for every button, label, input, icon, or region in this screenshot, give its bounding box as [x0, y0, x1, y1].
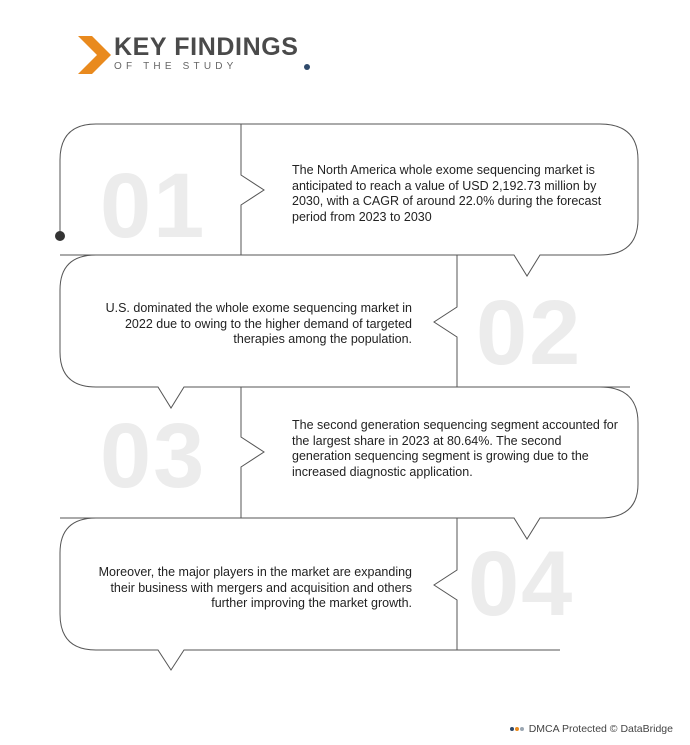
footer-dot-2-icon [515, 727, 519, 731]
finding-2-number: 02 [476, 282, 583, 384]
finding-2-text: U.S. dominated the whole exome sequencing market in 2022 due to owing to the higher demand of targeted therapies among the population. [105, 301, 412, 346]
dmca-footer[interactable] [510, 723, 673, 735]
header-title: KEY FINDINGS [114, 33, 299, 61]
flow-start-dot-icon [55, 231, 65, 241]
finding-3-number: 03 [100, 405, 207, 507]
finding-3-divider [241, 387, 264, 518]
finding-3-text: The second generation sequencing segment accounted for the largest share in 2023 at 80.64%. The second generation sequencing segment is growing due to the increased diagnostic application. [292, 418, 618, 479]
finding-1-divider [241, 124, 264, 255]
footer-dot-3-icon [520, 727, 524, 731]
footer-text: DMCA Protected © DataBridge [528, 723, 673, 735]
finding-4-divider [434, 518, 457, 650]
finding-1-number: 01 [100, 155, 207, 257]
finding-2-divider [434, 255, 457, 387]
header-subtitle: OF THE STUDY [114, 61, 238, 72]
footer-dot-1-icon [510, 727, 514, 731]
finding-4-number: 04 [468, 533, 575, 635]
finding-4-text: Moreover, the major players in the market are expanding their business with mergers and acquisition and others further improving the market growth. [98, 565, 412, 610]
finding-1-text: The North America whole exome sequencing market is anticipated to reach a value of USD 2,192.73 million by 2030, with a CAGR of around 22.0% during the forecast period from 2023 to 2030 [292, 163, 602, 224]
